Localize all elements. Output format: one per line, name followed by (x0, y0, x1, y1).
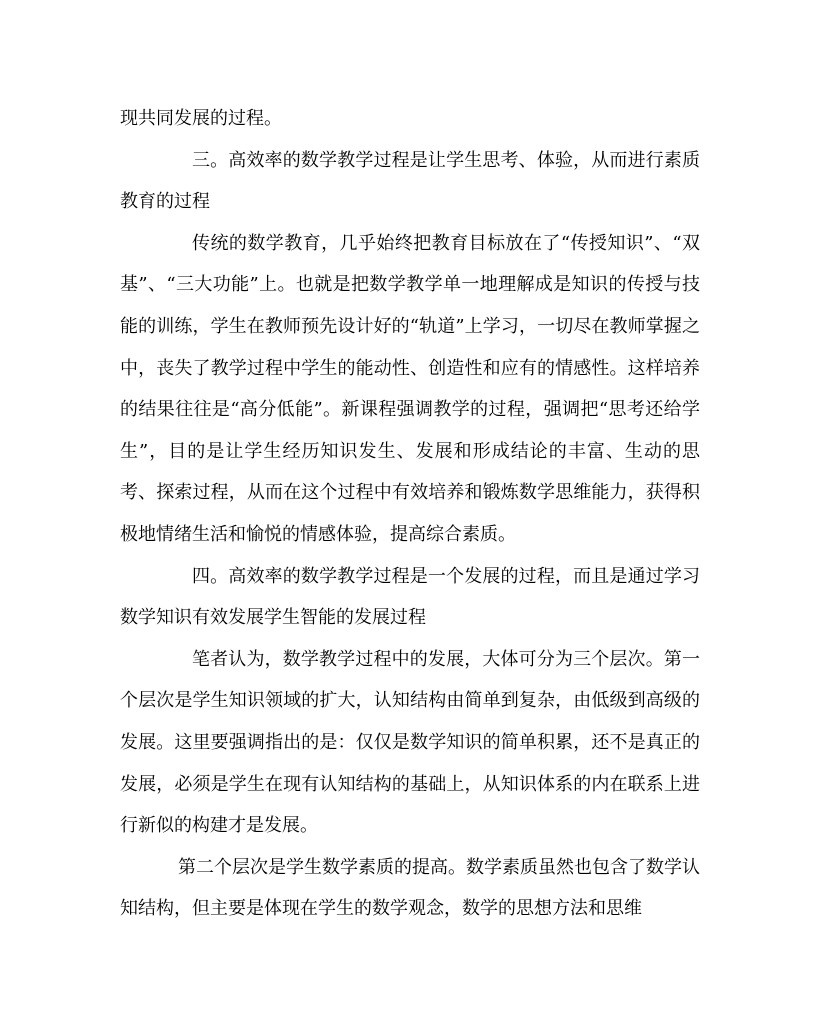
paragraph-development-levels: 笔者认为，数学教学过程中的发展，大体可分为三个层次。第一个层次是学生知识领域的扩大，认知结构由简单到复杂，由低级到高级的发展。这里要强调指出的是：仅仅是数学知识的简单积累，还不是真正的发展，必须是学生在现有认知结构的基础上，从知识体系的内在联系上进行新似的构建才是发展。 (120, 648, 700, 837)
section-heading-4: 四。高效率的数学教学过程是一个发展的过程，而且是通过学习数学知识有效发展学生智能的发展过程 (120, 565, 700, 629)
document-body (120, 98, 700, 930)
paragraph-continuation: 现共同发展的过程。 (120, 108, 282, 129)
paragraph-second-level: 第二个层次是学生数学素质的提高。数学素质虽然也包含了数学认知结构，但主要是体现在学生的数学观念，数学的思想方法和思维 (120, 856, 700, 920)
section-heading-3: 三。高效率的数学教学过程是让学生思考、体验，从而进行素质教育的过程 (120, 149, 700, 213)
paragraph-traditional-education: 传统的数学教育，几乎始终把教育目标放在了“传授知识”、“双基”、“三大功能”上。也就是把数学教学单一地理解成是知识的传授与技能的训练，学生在教师预先设计好的“轨道”上学习，一切尽在教师掌握之中，丧失了教学过程中学生的能动性、创造性和应有的情感性。这样培养的结果往往是“高分低能”。新课程强调教学的过程，强调把“思考还给学生”，目的是让学生经历知识发生、发展和形成结论的丰富、生动的思考、探索过程，从而在这个过程中有效培养和锻炼数学思维能力，获得积极地情绪生活和愉悦的情感体验，提高综合素质。 (120, 232, 700, 545)
